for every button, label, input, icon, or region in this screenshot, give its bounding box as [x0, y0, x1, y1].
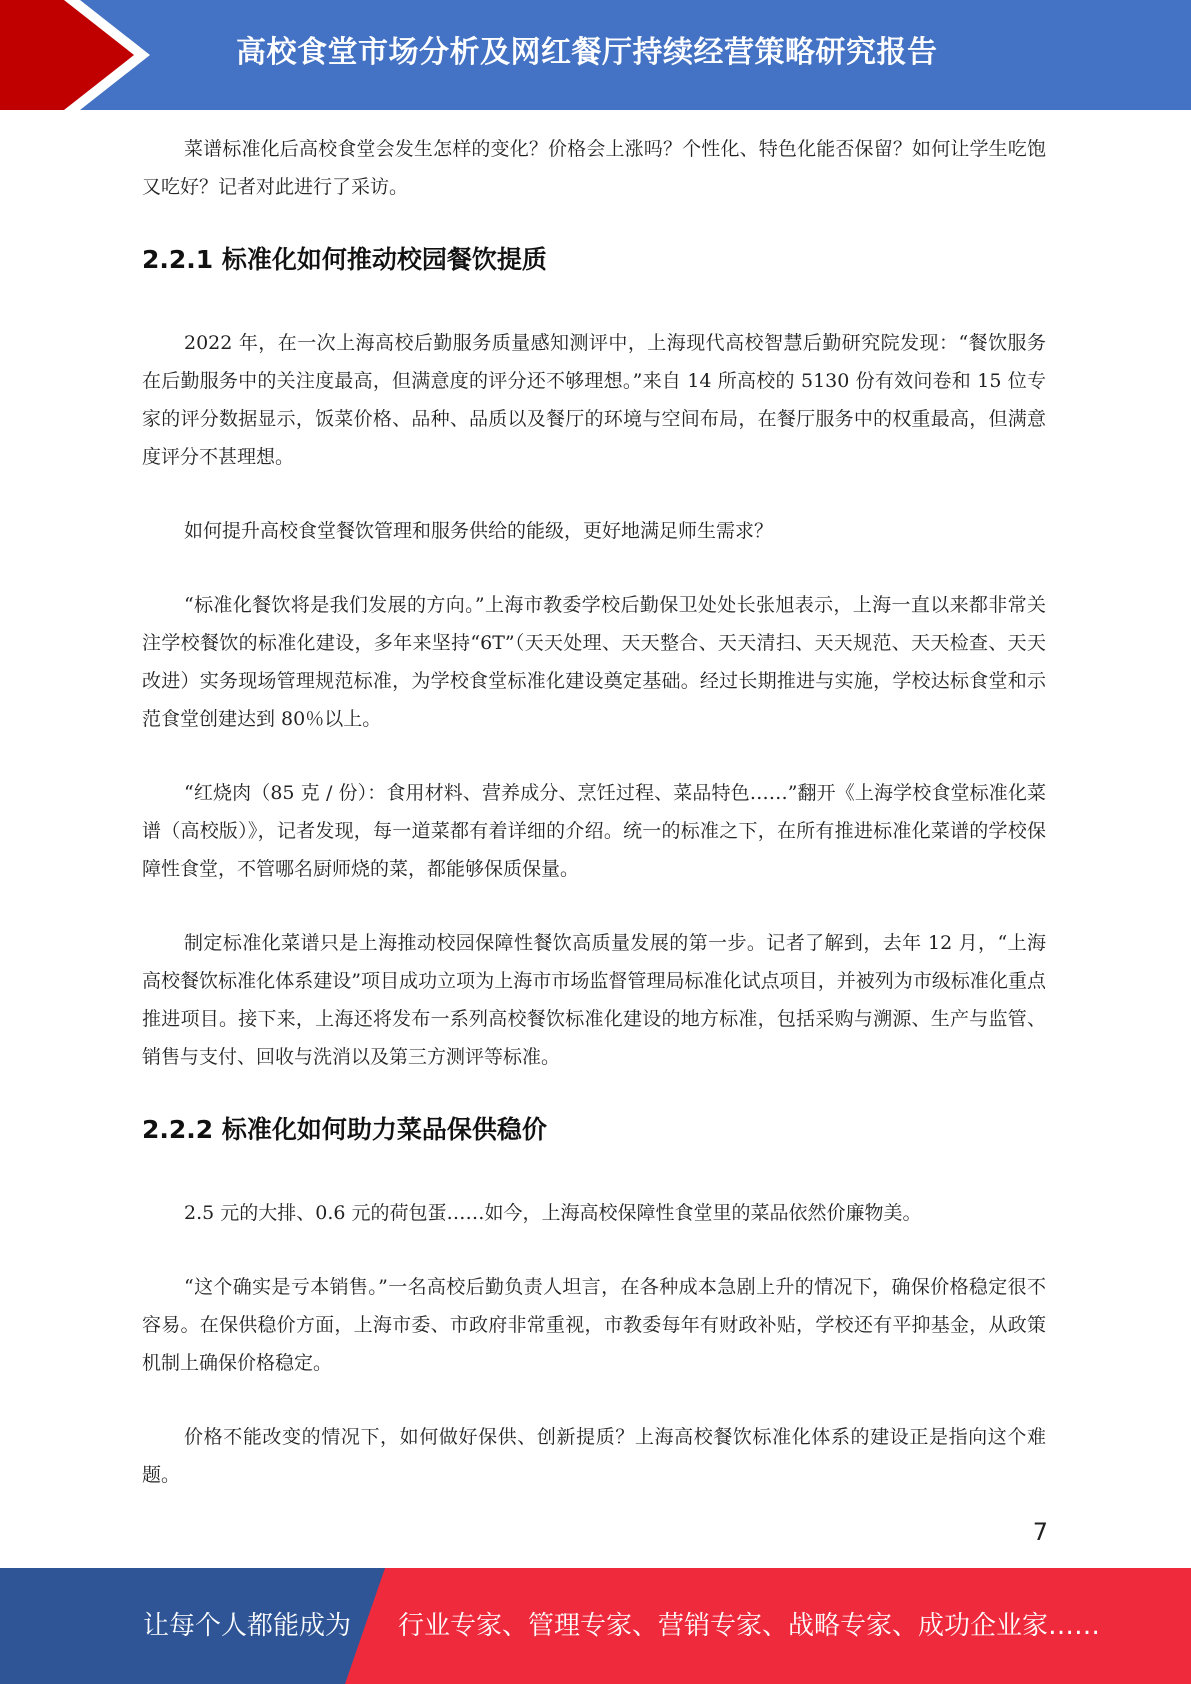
page-number: 7	[1032, 1518, 1048, 1546]
section-heading-2-2-1: 2.2.1 标准化如何推动校园餐饮提质	[142, 245, 547, 274]
main-content	[142, 130, 1046, 1494]
page-header	[0, 0, 1191, 110]
paragraph: 价格不能改变的情况下，如何做好保供、创新提质？上海高校餐饮标准化体系的建设正是指向这个难题。	[142, 1426, 1046, 1486]
report-title: 高校食堂市场分析及网红餐厅持续经营策略研究报告	[236, 35, 938, 70]
footer-slogan-right: 行业专家、管理专家、营销专家、战略专家、成功企业家……	[398, 1611, 1101, 1641]
intro-paragraph: 菜谱标准化后高校食堂会发生怎样的变化？价格会上涨吗？个性化、特色化能否保留？如何让学生吃饱又吃好？记者对此进行了采访。	[142, 138, 1046, 198]
paragraph: 如何提升高校食堂餐饮管理和服务供给的能级，更好地满足师生需求？	[184, 520, 774, 542]
paragraph: 2.5 元的大排、0.6 元的荷包蛋……如今，上海高校保障性食堂里的菜品依然价廉物美。	[184, 1202, 922, 1224]
page-footer	[0, 1568, 1191, 1684]
paragraph: “标准化餐饮将是我们发展的方向。”上海市教委学校后勤保卫处处长张旭表示，上海一直以来都非常关注学校餐饮的标准化建设，多年来坚持“6T”（天天处理、天天整合、天天清扫、天天规范、天天检查、天天改进）实务现场管理规范标准，为学校食堂标准化建设奠定基础。经过长期推进与实施，学校达标食堂和示范食堂创建达到 80％以上。	[142, 594, 1046, 730]
paragraph: “这个确实是亏本销售。”一名高校后勤负责人坦言，在各种成本急剧上升的情况下，确保价格稳定很不容易。在保供稳价方面，上海市委、市政府非常重视，市教委每年有财政补贴，学校还有平抑基金，从政策机制上确保价格稳定。	[142, 1276, 1046, 1374]
paragraph: “红烧肉（85 克 / 份）：食用材料、营养成分、烹饪过程、菜品特色……”翻开《上海学校食堂标准化菜谱（高校版）》，记者发现，每一道菜都有着详细的介绍。统一的标准之下，在所有推进标准化菜谱的学校保障性食堂，不管哪名厨师烧的菜，都能够保质保量。	[142, 782, 1046, 880]
paragraph: 制定标准化菜谱只是上海推动校园保障性餐饮高质量发展的第一步。记者了解到，去年 12 月，“上海高校餐饮标准化体系建设”项目成功立项为上海市市场监督管理局标准化试点项目，并被列为市级标准化重点推进项目。接下来，上海还将发布一系列高校餐饮标准化建设的地方标准，包括采购与溯源、生产与监管、销售与支付、回收与洗消以及第三方测评等标准。	[142, 932, 1046, 1068]
paragraph: 2022 年，在一次上海高校后勤服务质量感知测评中，上海现代高校智慧后勤研究院发现：“餐饮服务在后勤服务中的关注度最高，但满意度的评分还不够理想。”来自 14 所高校的 5130 份有效问卷和 15 位专家的评分数据显示，饭菜价格、品种、品质以及餐厅的环境与空间布局，在餐厅服务中的权重最高，但满意度评分不甚理想。	[142, 332, 1046, 468]
section-heading-2-2-2: 2.2.2 标准化如何助力菜品保供稳价	[142, 1115, 547, 1144]
header-arrow-decoration	[0, 0, 150, 110]
footer-slogan-left: 让每个人都能成为	[143, 1611, 352, 1641]
